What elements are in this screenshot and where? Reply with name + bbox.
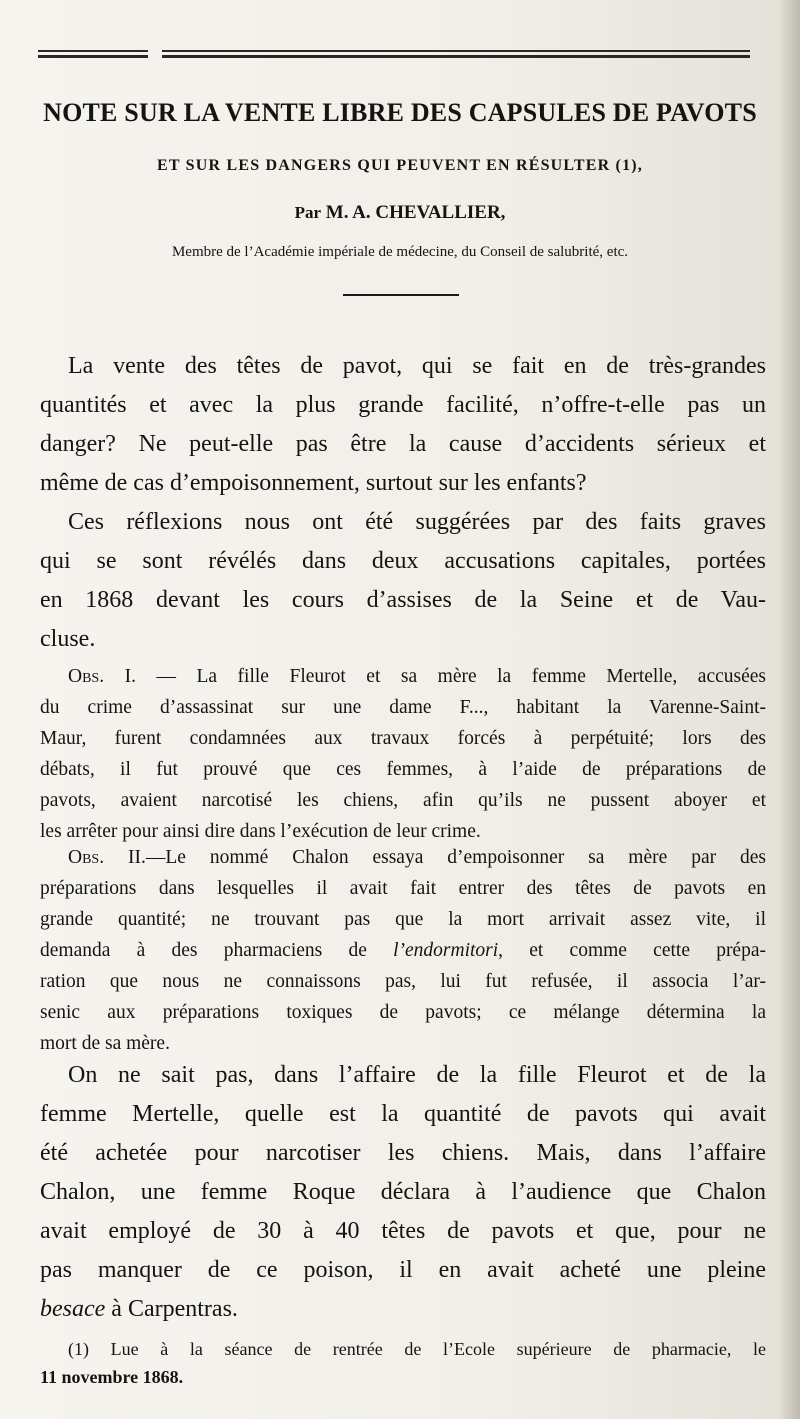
text-line: senic aux préparations toxiques de pavots; ce mélange détermina la (40, 1002, 766, 1023)
text-line: pavots, avaient narcotisé les chiens, afin qu’ils ne pussent aboyer et (40, 790, 766, 811)
author-line (30, 202, 770, 224)
text-line: On ne sait pas, dans l’affaire de la fille Fleurot et de la (68, 1062, 766, 1088)
text-line: été achetée pour narcotiser les chiens. Mais, dans l’affaire (40, 1140, 766, 1166)
intro-paragraph (40, 347, 766, 503)
closing-paragraph (40, 1056, 766, 1329)
observation-2 (40, 842, 766, 1059)
text-line: qui se sont révélés dans deux accusations capitales, portées (40, 548, 766, 574)
title-separator (343, 294, 459, 296)
text-line: quantités et avec la plus grande facilité, n’offre-t-elle pas un (40, 392, 766, 418)
article-subtitle: ET SUR LES DANGERS QUI PEUVENT EN RÉSULTER (1), (157, 157, 643, 174)
author-prefix: Par (294, 203, 322, 222)
text-line: Obs. I. — La fille Fleurot et sa mère la femme Mertelle, accusées (68, 666, 766, 687)
text-line: les arrêter pour ainsi dire dans l’exécution de leur crime. (40, 821, 481, 842)
text-line: préparations dans lesquelles il avait fait entrer des têtes de pavots en (40, 878, 766, 899)
text-line: Chalon, une femme Roque déclara à l’audience que Chalon (40, 1179, 766, 1205)
text-line: avait employé de 30 à 40 têtes de pavots et que, pour ne (40, 1218, 766, 1244)
text-line: Maur, furent condamnées aux travaux forcés à perpétuité; lors des (40, 728, 766, 749)
text-line: femme Mertelle, quelle est la quantité de pavots qui avait (40, 1101, 766, 1127)
author-name: M. A. CHEVALLIER, (325, 202, 506, 223)
reflections-paragraph (40, 503, 766, 659)
text-line: Obs. II.—Le nommé Chalon essaya d’empoisonner sa mère par des (68, 847, 766, 868)
header-double-rule (38, 50, 750, 62)
text-line: mort de sa mère. (40, 1033, 170, 1054)
text-line: débats, il fut prouvé que ces femmes, à l’aide de préparations de (40, 759, 766, 780)
observation-label: Obs. II. (68, 847, 146, 868)
text-line: même de cas d’empoisonnement, surtout sur les enfants? (40, 470, 587, 496)
footnote (40, 1335, 766, 1391)
observation-label: Obs. I. (68, 666, 136, 687)
observation-1 (40, 661, 766, 847)
text-line: du crime d’assassinat sur une dame F..., habitant la Varenne-Saint- (40, 697, 766, 718)
text-line: Ces réflexions nous ont été suggérées par des faits graves (68, 509, 766, 535)
footnote-line: (1) Lue à la séance de rentrée de l’Ecole supérieure de pharmacie, le (68, 1339, 766, 1359)
article-title: NOTE SUR LA VENTE LIBRE DES CAPSULES DE PAVOTS (43, 98, 757, 127)
text-line: pas manquer de ce poison, il en avait acheté une pleine (40, 1257, 766, 1283)
text-line: grande quantité; ne trouvant pas que la mort arrivait assez vite, il (40, 909, 766, 930)
text-line: demanda à des pharmaciens de l’endormitori, et comme cette prépa- (40, 940, 766, 961)
author-affiliation: Membre de l’Académie impériale de médecine, du Conseil de salubrité, etc. (171, 244, 629, 260)
text-line: cluse. (40, 626, 96, 652)
page-edge-shadow (778, 0, 800, 1419)
text-line: en 1868 devant les cours d’assises de la Seine et de Vau- (40, 587, 766, 613)
footnote-line: 11 novembre 1868. (40, 1367, 184, 1387)
text-line: besace à Carpentras. (40, 1296, 238, 1322)
text-line: ration que nous ne connaissons pas, lui fut refusée, il associa l’ar- (40, 971, 766, 992)
text-line: danger? Ne peut-elle pas être la cause d’accidents sérieux et (40, 431, 766, 457)
text-line: La vente des têtes de pavot, qui se fait en de très-grandes (68, 353, 766, 379)
